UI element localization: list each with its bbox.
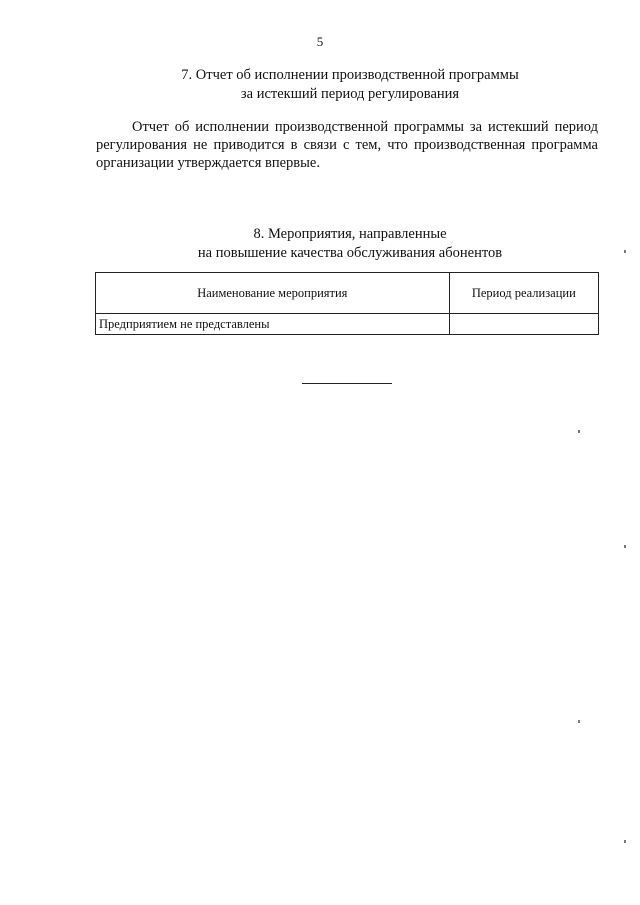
section-8-heading-line-1: 8. Мероприятия, направленные — [253, 226, 447, 242]
section-7-heading-line-2: за истекший период регулирования — [240, 86, 460, 102]
section-7-heading — [0, 66, 640, 104]
scan-artifact-mark — [624, 545, 626, 548]
table-header-row — [96, 273, 599, 314]
header-measure-name: Наименование мероприятия — [96, 273, 450, 314]
scan-artifact-mark — [578, 720, 580, 723]
end-of-document-rule — [302, 383, 392, 384]
scan-artifact-mark — [578, 430, 580, 433]
section-7-heading-line-1: 7. Отчет об исполнении производственной программы — [181, 67, 519, 83]
cell-implementation-period — [449, 314, 598, 335]
scan-artifact-mark — [624, 840, 626, 843]
header-implementation-period: Период реализации — [449, 273, 598, 314]
cell-measure-name: Предприятием не представлены — [96, 314, 450, 335]
section-7-paragraph: Отчет об исполнении производственной программы за истекший период регулирования не приводится в связи с тем, что производственная программа организации утверждается впервые. — [96, 119, 598, 171]
page-number: 5 — [316, 34, 324, 49]
scan-artifact-mark — [624, 250, 626, 253]
section-8-heading — [0, 225, 640, 263]
section-8-heading-line-2: на повышение качества обслуживания абонентов — [197, 245, 503, 261]
measures-table — [95, 272, 599, 335]
table-row — [96, 314, 599, 335]
